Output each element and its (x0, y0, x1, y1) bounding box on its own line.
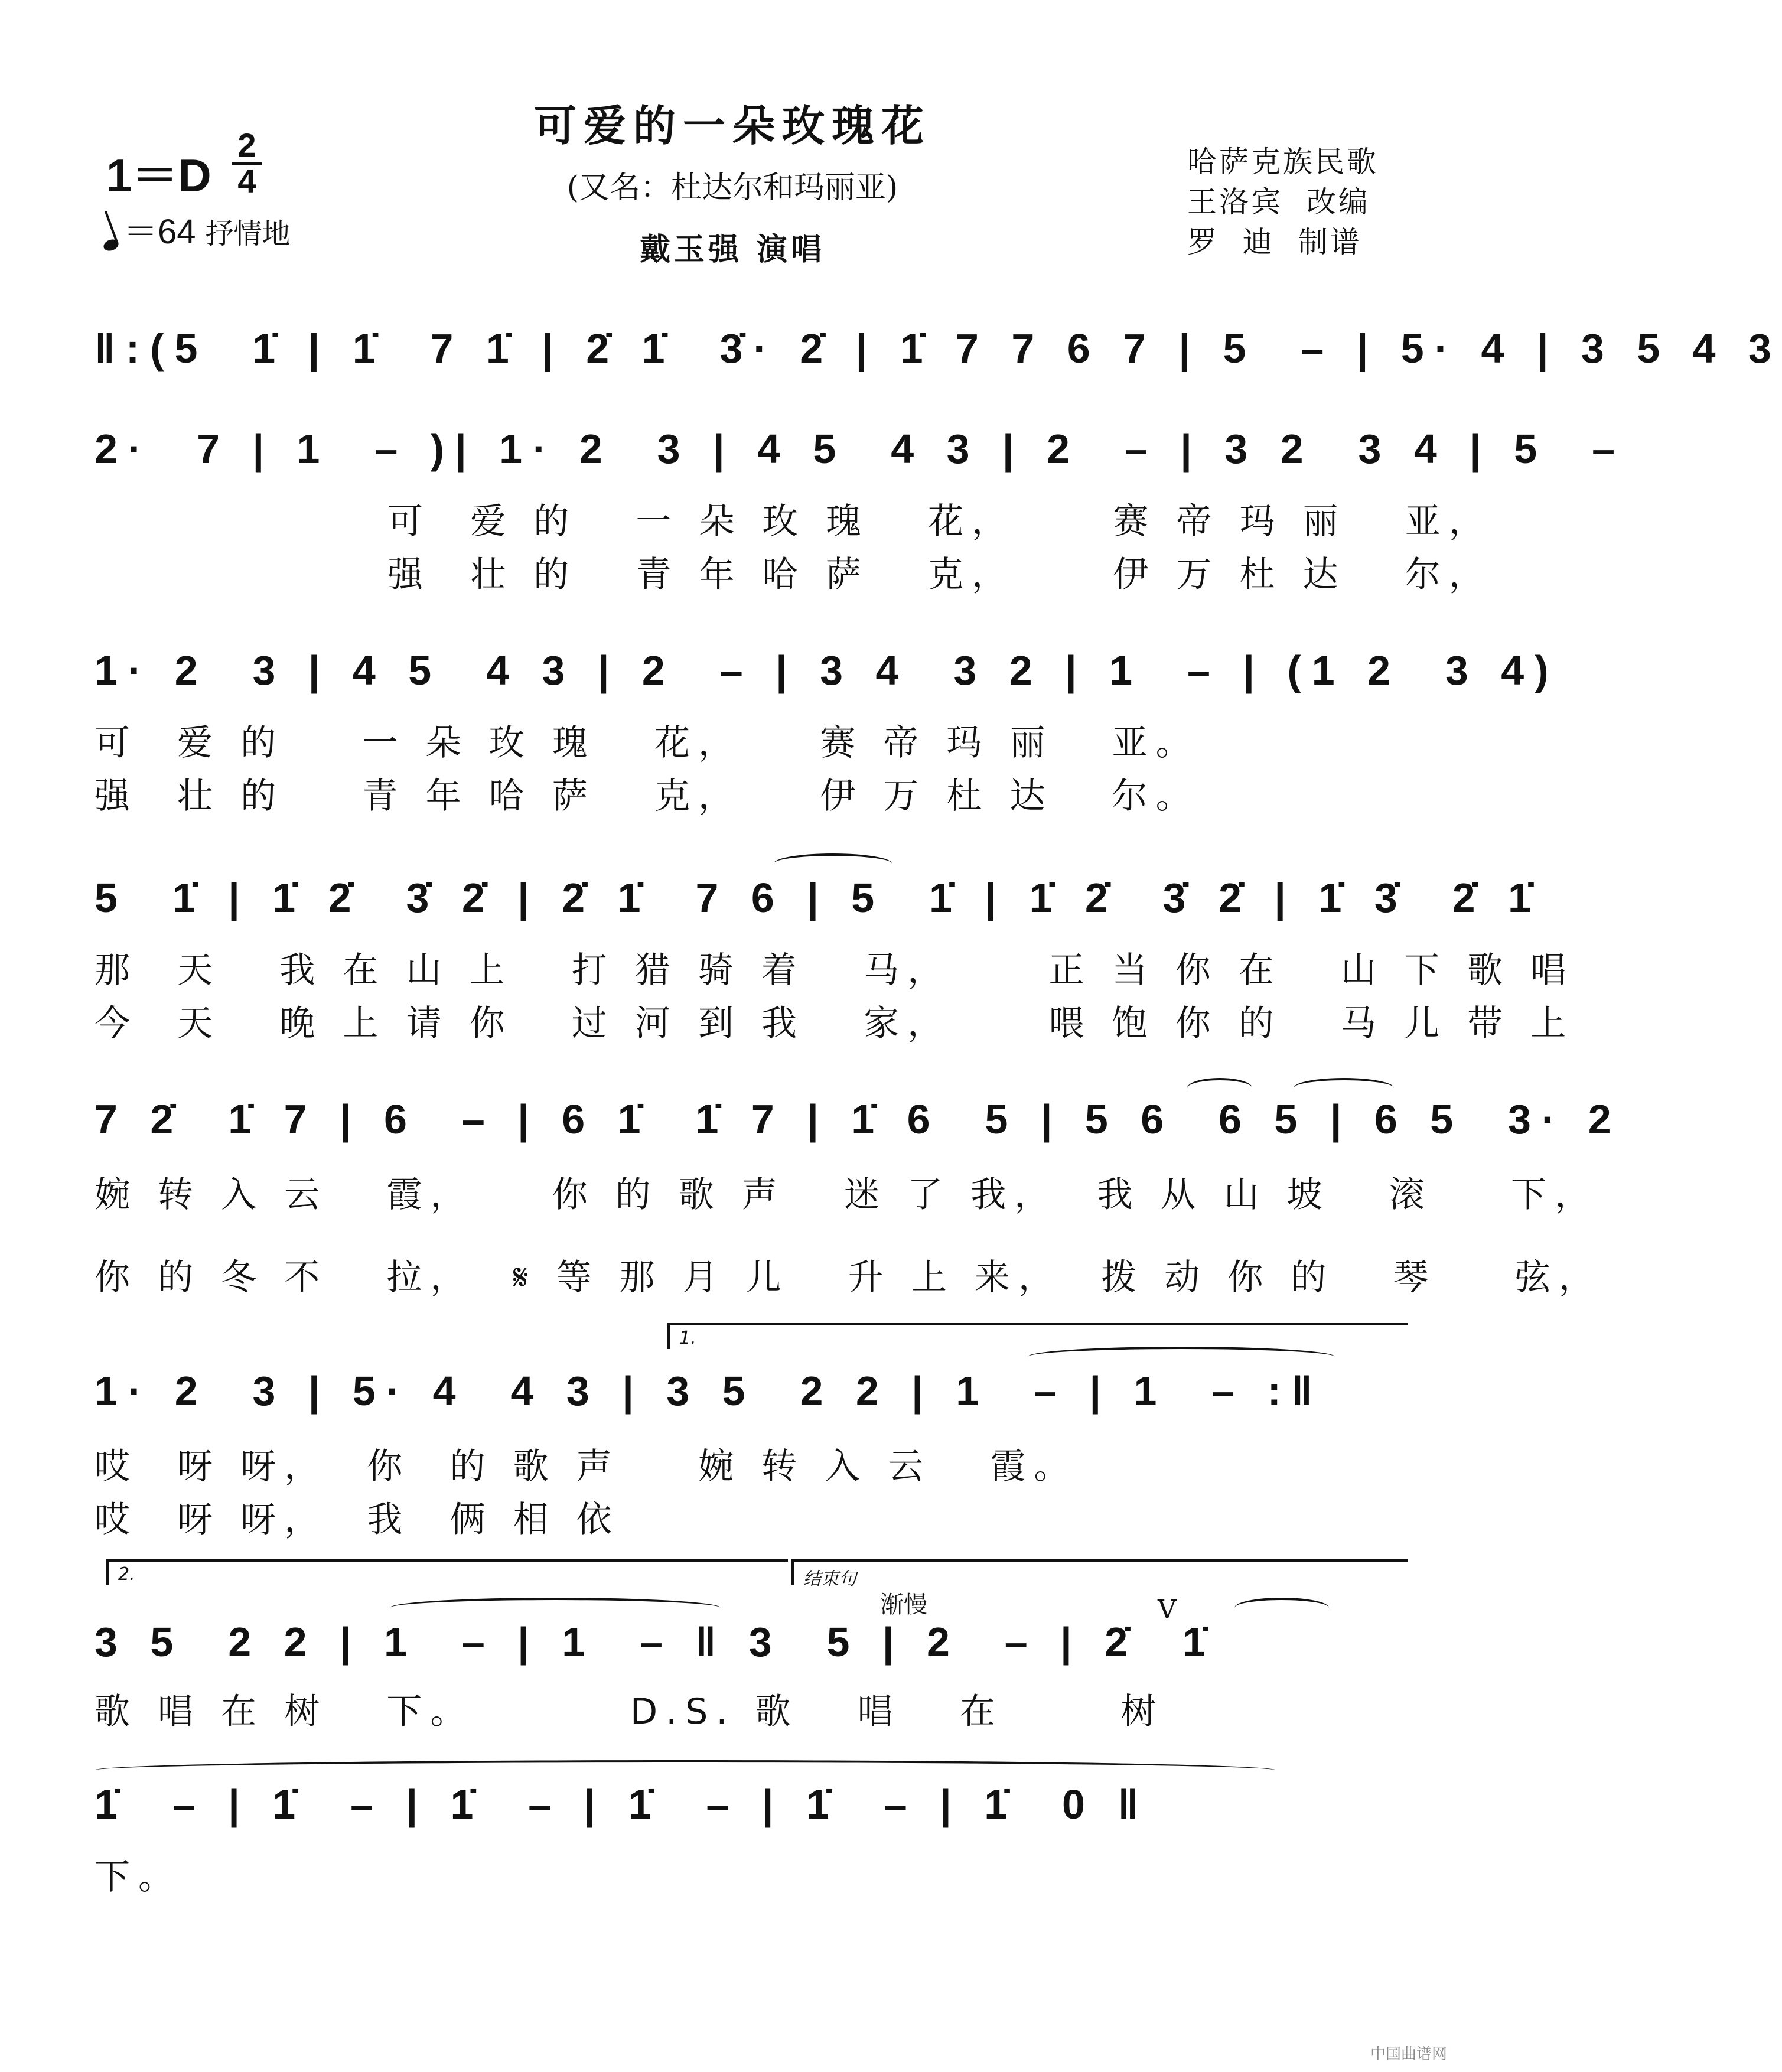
time-signature-top: 2 (237, 126, 256, 164)
tie-slur (1187, 1078, 1252, 1098)
tie-slur (95, 1760, 1276, 1780)
volta-1-label: 1. (679, 1328, 696, 1348)
tie-slur (1234, 1598, 1329, 1618)
performer-credit: 戴玉强 演唱 (639, 232, 826, 268)
credits-block (1187, 142, 1379, 262)
second-ending-bracket (106, 1559, 788, 1585)
lyric-verse-1: 哎 呀 呀， 你 的 歌 声 婉 转 入 云 霞。 (95, 1446, 1078, 1487)
song-title: 可爱的一朵玫瑰花 (533, 100, 931, 151)
lyric-verse-2: 今 天 晚 上 请 你 过 河 到 我 家， 喂 饱 你 的 马 儿 带 上 (95, 1003, 1575, 1044)
lyric-verse-2: 强 壮 的 青 年 哈 萨 克， 伊 万 杜 达 尔。 (95, 776, 1200, 817)
staff-row-8 (95, 1760, 1406, 1914)
ritardando-mark: 渐慢 (880, 1591, 927, 1618)
song-subtitle: (又名：杜达尔和玛丽亚) (566, 170, 898, 206)
tie-slur (774, 853, 892, 874)
notation-row: 7 2̇ 1̇ 7 | 6 – | 6 1̇ 1̇ 7 | 1̇ 6 5 | 5 6 6 5 | 6 5 3· 2 (95, 1096, 1622, 1142)
tie-slur (390, 1598, 721, 1618)
volta-2-label: 2. (118, 1564, 135, 1585)
lyric-verse-1: 婉 转 入 云 霞， 你 的 歌 声 迷 了 我， 我 从 山 坡 滚 下， (95, 1174, 1599, 1216)
staff-row-6 (95, 1323, 1406, 1540)
staff-row-7 (95, 1559, 1406, 1737)
breath-mark: V (1158, 1595, 1177, 1625)
notation-row: 2· 7 | 1 – )| 1· 2 3 | 4 5 4 3 | 2 – | 3 2 3 4 | 5 – (95, 426, 1626, 472)
lyric-verse-1: 歌 唱 在 树 下。 D.S. 歌 唱 在 树 (95, 1691, 1165, 1732)
lyric-verse-2: 强 壮 的 青 年 哈 萨 克， 伊 万 杜 达 尔， (95, 554, 1493, 595)
time-signature (229, 126, 265, 200)
tempo-marking (103, 204, 291, 253)
quarter-note-icon (102, 237, 120, 253)
lyric-verse-2: 哎 呀 呀， 我 俩 相 依 (95, 1499, 620, 1540)
notation-row: 1· 2 3 | 5· 4 4 3 | 3 5 2 2 | 1 – | 1 – :‖ (95, 1368, 1323, 1414)
staff-row-1 (95, 313, 1782, 402)
key-signature: 1＝D (106, 149, 211, 201)
lyric-verse-1: 下。 (95, 1856, 182, 1898)
tie-slur (1294, 1078, 1394, 1098)
staff-row-4 (95, 856, 1575, 1051)
notation-row: 5 1̇ | 1̇ 2̇ 3̇ 2̇ | 2̇ 1̇ 7 6 | 5 1̇ | 1̇ 2̇ 3̇ 2̇ | 1̇ 3̇ 2̇ 1̇ (95, 875, 1542, 921)
tie-slur (1028, 1347, 1335, 1367)
staff-row-3 (95, 635, 1559, 830)
coda-bracket (791, 1559, 1408, 1589)
staff-row-5 (95, 1078, 1622, 1298)
notation-row: 1· 2 3 | 4 5 4 3 | 2 – | 3 4 3 2 | 1 – | (1 2 3 4) (95, 647, 1559, 693)
lyric-verse-1: 那 天 我 在 山 上 打 猎 骑 着 马， 正 当 你 在 山 下 歌 唱 (95, 950, 1575, 991)
credit-arranger: 王洛宾 改编 (1187, 185, 1370, 219)
ending-label: 结束句 (803, 1569, 856, 1589)
lyric-verse-1: 可 爱 的 一 朵 玫 瑰 花， 赛 帝 玛 丽 亚。 (95, 722, 1200, 764)
credit-origin: 哈萨克族民歌 (1187, 145, 1379, 179)
lyric-verse-1: 可 爱 的 一 朵 玫 瑰 花， 赛 帝 玛 丽 亚， (95, 501, 1493, 542)
credit-transcriber: 罗 迪 制谱 (1187, 225, 1362, 259)
time-signature-bottom: 4 (237, 162, 256, 200)
tempo-expression: 抒情地 (205, 219, 291, 250)
lyric-verse-2: 你 的 冬 不 拉， 𝄋 等 那 月 儿 升 上 来， 拨 动 你 的 琴 弦， (95, 1257, 1602, 1298)
notation-row: ‖:(5 1̇ | 1̇ 7 1̇ | 2̇ 1̇ 3̇· 2̇ | 1̇ 7 7 6 7 | 5 – | 5· 4 | 3 5 4 3 (95, 325, 1782, 372)
notation-row: 1̇ – | 1̇ – | 1̇ – | 1̇ – | 1̇ – | 1̇ 0 ‖ (95, 1781, 1149, 1827)
notation-row: 3 5 2 2 | 1 – | 1 – ‖ 3 5 | 2 – | 2̇ 1̇ (95, 1619, 1216, 1665)
staff-row-2 (95, 413, 1626, 608)
site-watermark: 中国曲谱网 (1370, 2045, 1447, 2063)
first-ending-bracket (667, 1323, 1408, 1349)
tempo-value: ＝64 (123, 213, 196, 251)
